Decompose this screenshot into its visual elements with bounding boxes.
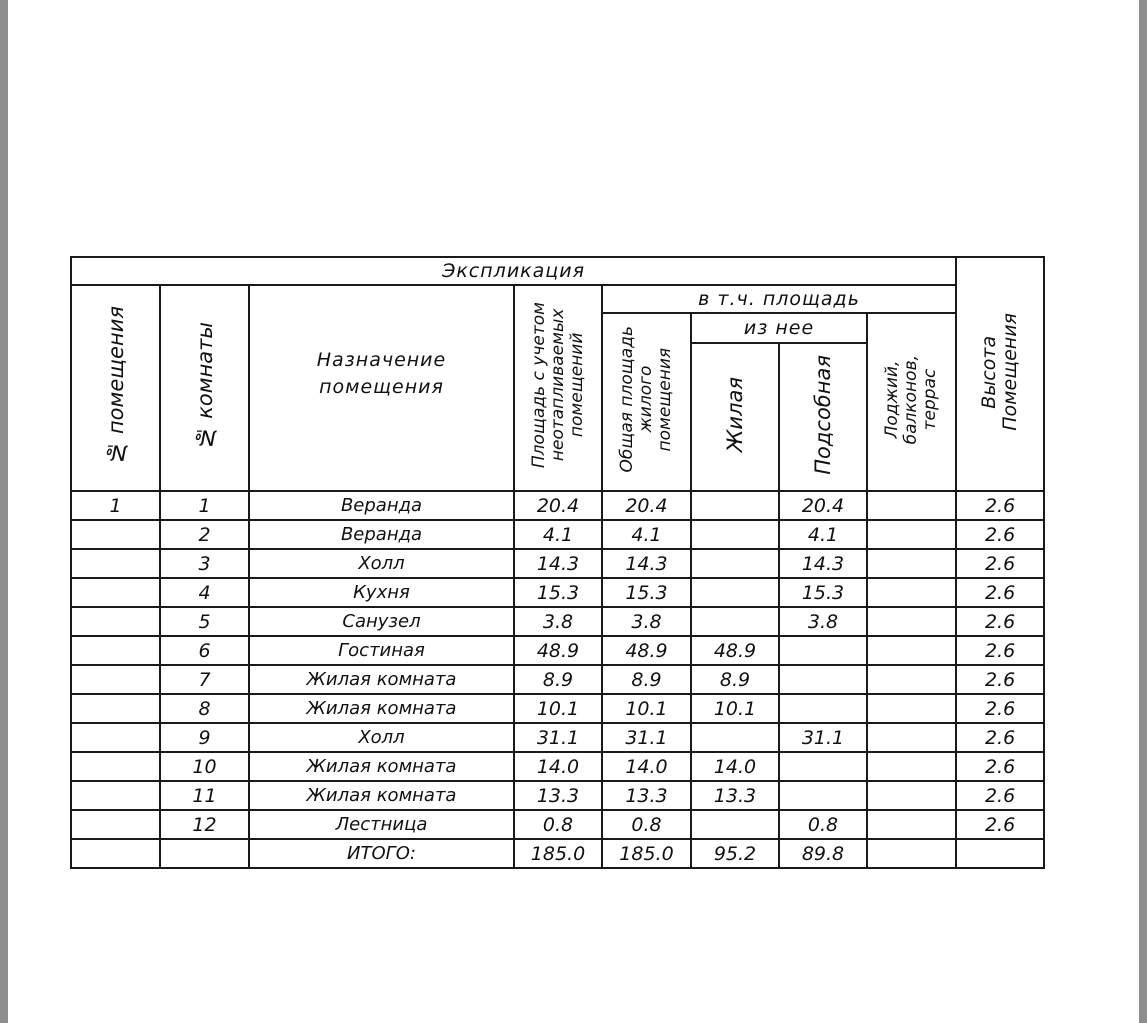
header-loggias: [867, 313, 956, 491]
cell-room-no: 5: [160, 607, 249, 636]
cell-room-group-no: [71, 665, 160, 694]
cell-area-with-unheated: 0.8: [514, 810, 602, 839]
cell-height: 2.6: [956, 607, 1044, 636]
cell-area-with-unheated: 8.9: [514, 665, 602, 694]
cell-area-with-unheated: 14.0: [514, 752, 602, 781]
cell-auxiliary: 3.8: [779, 607, 867, 636]
table-row: [71, 723, 1044, 752]
left-border-bar: [0, 0, 8, 1023]
cell-loggias: [867, 723, 956, 752]
cell-purpose: ИТОГО:: [249, 839, 514, 868]
header-total-living-area: [602, 313, 691, 491]
header-height-label: Высота Помещения: [978, 312, 1022, 431]
cell-total-living-area: 14.3: [602, 549, 691, 578]
cell-auxiliary: 89.8: [779, 839, 867, 868]
cell-living: [691, 578, 779, 607]
cell-living: 13.3: [691, 781, 779, 810]
cell-loggias: [867, 491, 956, 520]
header-auxiliary-label: Подсобная: [811, 354, 835, 475]
cell-room-no: [160, 839, 249, 868]
header-room-group-no: [71, 285, 160, 491]
cell-total-living-area: 31.1: [602, 723, 691, 752]
cell-room-group-no: [71, 839, 160, 868]
cell-height: 2.6: [956, 578, 1044, 607]
cell-loggias: [867, 520, 956, 549]
cell-loggias: [867, 839, 956, 868]
header-loggias-label: Лоджий, балконов, террас: [882, 354, 941, 445]
cell-living: 10.1: [691, 694, 779, 723]
cell-room-group-no: [71, 723, 160, 752]
cell-living: [691, 607, 779, 636]
cell-purpose: Холл: [249, 549, 514, 578]
cell-auxiliary: 4.1: [779, 520, 867, 549]
explication-table: [70, 256, 1045, 869]
table-row: [71, 752, 1044, 781]
cell-room-no: 10: [160, 752, 249, 781]
cell-total-living-area: 10.1: [602, 694, 691, 723]
cell-area-with-unheated: 20.4: [514, 491, 602, 520]
cell-living: [691, 810, 779, 839]
cell-auxiliary: 0.8: [779, 810, 867, 839]
cell-purpose: Веранда: [249, 520, 514, 549]
cell-total-living-area: 13.3: [602, 781, 691, 810]
cell-height: 2.6: [956, 520, 1044, 549]
cell-room-no: 9: [160, 723, 249, 752]
cell-height: 2.6: [956, 781, 1044, 810]
cell-room-no: 4: [160, 578, 249, 607]
cell-loggias: [867, 781, 956, 810]
cell-height: 2.6: [956, 549, 1044, 578]
cell-area-with-unheated: 15.3: [514, 578, 602, 607]
document-page: [8, 0, 1139, 1023]
cell-height: 2.6: [956, 694, 1044, 723]
cell-purpose: Жилая комната: [249, 694, 514, 723]
cell-total-living-area: 185.0: [602, 839, 691, 868]
cell-auxiliary: [779, 665, 867, 694]
cell-living: 48.9: [691, 636, 779, 665]
cell-height: [956, 839, 1044, 868]
cell-loggias: [867, 607, 956, 636]
table-title: Экспликация: [71, 257, 956, 285]
cell-total-living-area: 48.9: [602, 636, 691, 665]
cell-height: 2.6: [956, 636, 1044, 665]
cell-room-no: 6: [160, 636, 249, 665]
table-row: [71, 636, 1044, 665]
cell-room-no: 3: [160, 549, 249, 578]
cell-purpose: Лестница: [249, 810, 514, 839]
cell-auxiliary: 14.3: [779, 549, 867, 578]
cell-room-no: 1: [160, 491, 249, 520]
cell-total-living-area: 8.9: [602, 665, 691, 694]
cell-height: 2.6: [956, 665, 1044, 694]
cell-height: 2.6: [956, 723, 1044, 752]
table-row: [71, 839, 1044, 868]
cell-living: 95.2: [691, 839, 779, 868]
cell-room-group-no: [71, 810, 160, 839]
cell-height: 2.6: [956, 491, 1044, 520]
cell-loggias: [867, 694, 956, 723]
right-border-bar: [1139, 0, 1147, 1023]
header-room-no: [160, 285, 249, 491]
cell-area-with-unheated: 14.3: [514, 549, 602, 578]
cell-loggias: [867, 665, 956, 694]
cell-room-no: 7: [160, 665, 249, 694]
cell-area-with-unheated: 48.9: [514, 636, 602, 665]
cell-room-no: 11: [160, 781, 249, 810]
cell-living: 14.0: [691, 752, 779, 781]
header-room-no-label: № комнаты: [192, 321, 217, 450]
header-of-which: из нее: [691, 313, 867, 343]
cell-purpose: Санузел: [249, 607, 514, 636]
cell-auxiliary: 15.3: [779, 578, 867, 607]
cell-room-no: 2: [160, 520, 249, 549]
header-area-with-unheated-label: Площадь с учетом неотапливаемых помещений: [528, 302, 587, 469]
cell-height: 2.6: [956, 752, 1044, 781]
cell-auxiliary: [779, 752, 867, 781]
table-row: [71, 491, 1044, 520]
cell-purpose: Кухня: [249, 578, 514, 607]
cell-purpose: Холл: [249, 723, 514, 752]
cell-area-with-unheated: 185.0: [514, 839, 602, 868]
cell-total-living-area: 20.4: [602, 491, 691, 520]
cell-loggias: [867, 636, 956, 665]
cell-auxiliary: [779, 636, 867, 665]
cell-purpose: Жилая комната: [249, 665, 514, 694]
cell-auxiliary: [779, 781, 867, 810]
cell-room-group-no: 1: [71, 491, 160, 520]
table-row: [71, 781, 1044, 810]
header-purpose-label: Назначение помещения: [316, 349, 447, 398]
cell-area-with-unheated: 31.1: [514, 723, 602, 752]
cell-total-living-area: 15.3: [602, 578, 691, 607]
header-incl-area: в т.ч. площадь: [602, 285, 956, 313]
cell-living: [691, 723, 779, 752]
table-row: [71, 520, 1044, 549]
header-purpose: [249, 285, 514, 491]
header-living-label: Жилая: [723, 376, 747, 453]
cell-room-group-no: [71, 636, 160, 665]
table-row: [71, 665, 1044, 694]
cell-total-living-area: 4.1: [602, 520, 691, 549]
table-row: [71, 694, 1044, 723]
cell-room-no: 12: [160, 810, 249, 839]
cell-total-living-area: 0.8: [602, 810, 691, 839]
cell-room-group-no: [71, 607, 160, 636]
cell-living: 8.9: [691, 665, 779, 694]
cell-room-group-no: [71, 752, 160, 781]
header-height: [956, 257, 1044, 491]
cell-auxiliary: 20.4: [779, 491, 867, 520]
cell-loggias: [867, 810, 956, 839]
cell-auxiliary: [779, 694, 867, 723]
cell-room-group-no: [71, 578, 160, 607]
cell-living: [691, 520, 779, 549]
header-area-with-unheated: [514, 285, 602, 491]
header-auxiliary: [779, 343, 867, 491]
cell-living: [691, 491, 779, 520]
table-row: [71, 810, 1044, 839]
cell-area-with-unheated: 3.8: [514, 607, 602, 636]
cell-purpose: Гостиная: [249, 636, 514, 665]
cell-room-group-no: [71, 694, 160, 723]
header-total-living-area-label: Общая площадь жилого помещения: [617, 326, 675, 473]
cell-height: 2.6: [956, 810, 1044, 839]
header-living: [691, 343, 779, 491]
cell-area-with-unheated: 4.1: [514, 520, 602, 549]
table-row: [71, 578, 1044, 607]
cell-total-living-area: 3.8: [602, 607, 691, 636]
cell-area-with-unheated: 10.1: [514, 694, 602, 723]
cell-purpose: Жилая комната: [249, 781, 514, 810]
cell-auxiliary: 31.1: [779, 723, 867, 752]
cell-room-no: 8: [160, 694, 249, 723]
cell-room-group-no: [71, 520, 160, 549]
cell-room-group-no: [71, 781, 160, 810]
table-row: [71, 607, 1044, 636]
table-row: [71, 549, 1044, 578]
header-room-group-no-label: № помещения: [103, 306, 128, 465]
cell-room-group-no: [71, 549, 160, 578]
cell-purpose: Жилая комната: [249, 752, 514, 781]
cell-total-living-area: 14.0: [602, 752, 691, 781]
cell-loggias: [867, 752, 956, 781]
cell-area-with-unheated: 13.3: [514, 781, 602, 810]
cell-purpose: Веранда: [249, 491, 514, 520]
cell-loggias: [867, 578, 956, 607]
cell-living: [691, 549, 779, 578]
cell-loggias: [867, 549, 956, 578]
